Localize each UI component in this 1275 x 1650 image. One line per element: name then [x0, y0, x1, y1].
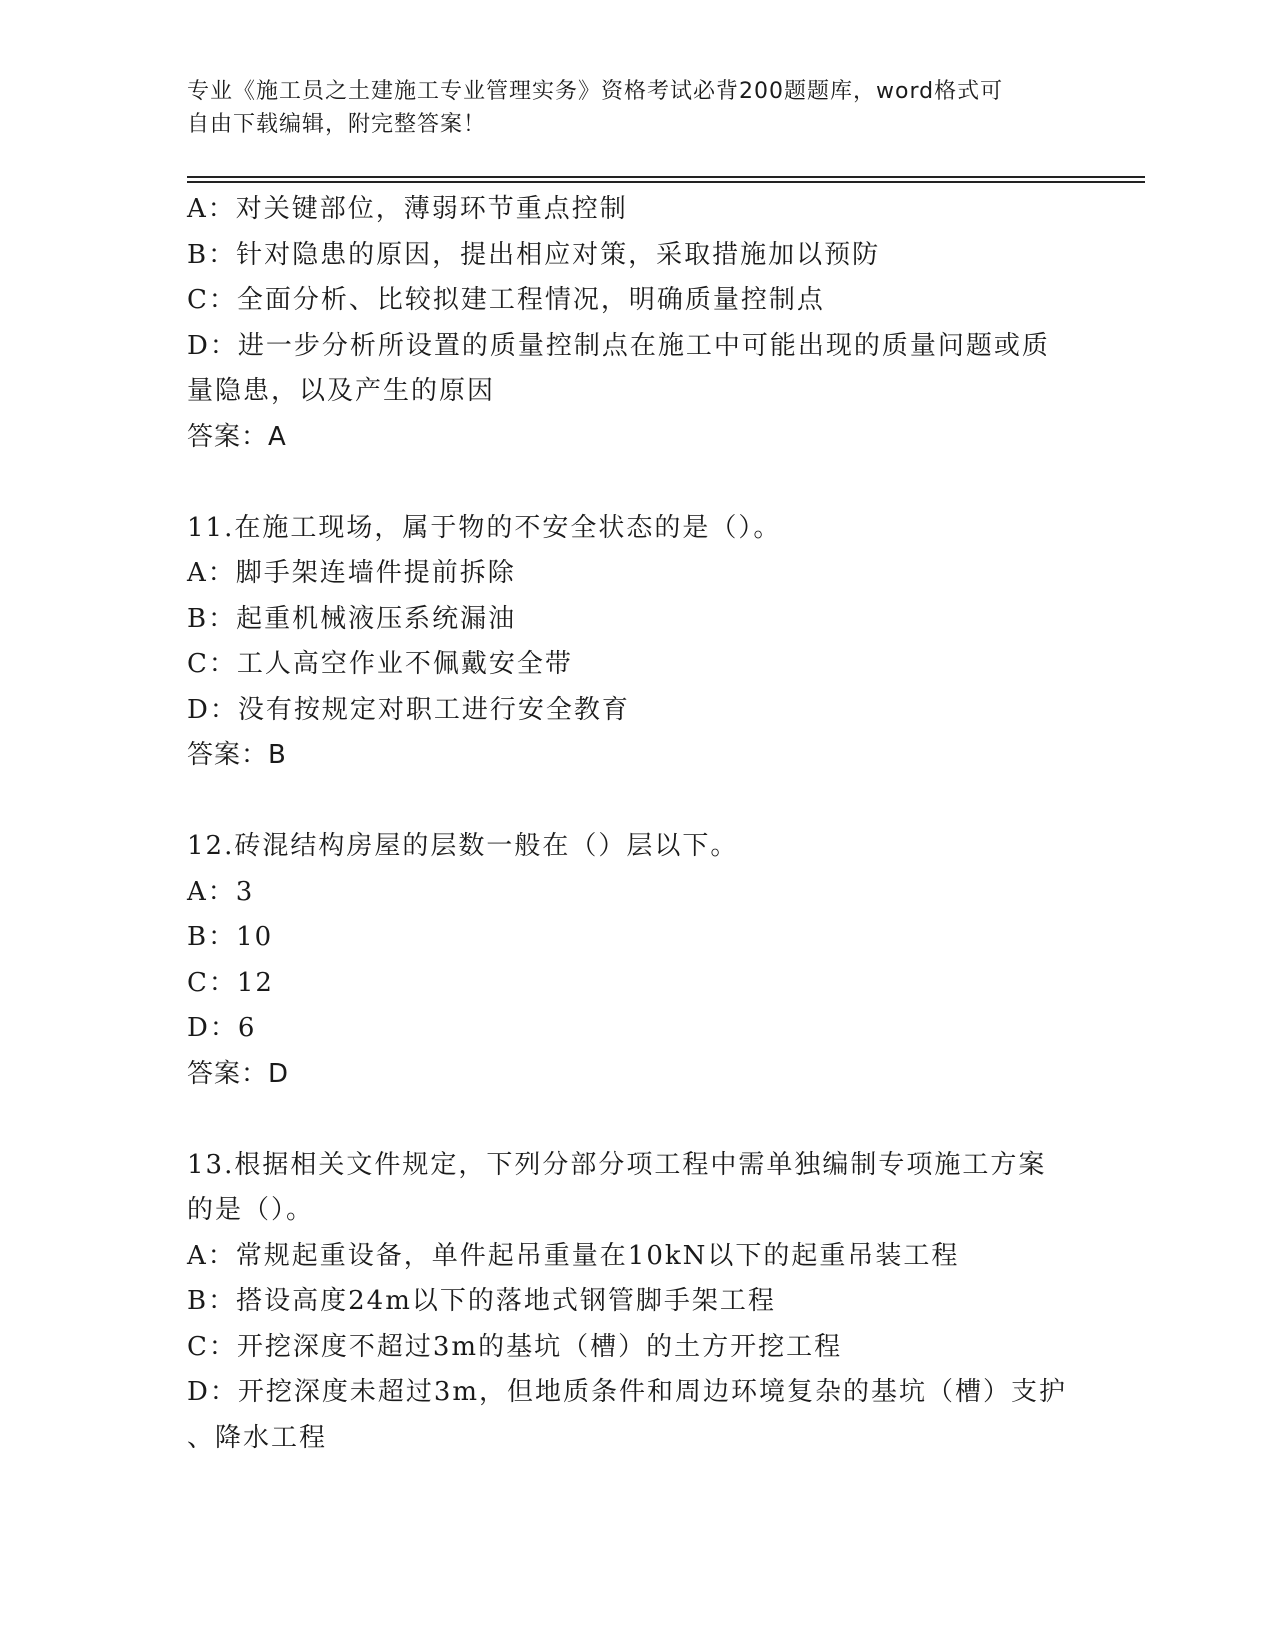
option-b: B：针对隐患的原因，提出相应对策，采取措施加以预防: [187, 239, 881, 270]
spacer: [187, 1097, 1087, 1143]
question-stem-line-2: 的是（）。: [187, 1195, 315, 1225]
spacer: [187, 779, 1087, 825]
header-rule-top: [187, 176, 1145, 178]
option-d: D：6: [187, 1013, 257, 1043]
header-title-line-1: 专业《施工员之土建施工专业管理实务》资格考试必背200题题库，word格式可: [187, 79, 1004, 104]
option-d-line-1: D：进一步分析所设置的质量控制点在施工中可能出现的质量问题或质: [187, 330, 1050, 361]
header-rule-bottom: [187, 181, 1145, 183]
spacer: [187, 460, 1087, 506]
option-d-line-2: 量隐患，以及产生的原因: [187, 376, 496, 406]
answer: 答案：B: [187, 740, 287, 770]
question-block-11: [187, 506, 1087, 779]
option-c: C：12: [187, 967, 274, 998]
question-stem: 11.在施工现场，属于物的不安全状态的是（）。: [187, 512, 782, 543]
question-stem-line-1: 13.根据相关文件规定，下列分部分项工程中需单独编制专项施工方案: [187, 1149, 1047, 1180]
answer: 答案：D: [187, 1058, 290, 1089]
option-b: B：10: [187, 922, 274, 952]
question-stem: 12.砖混结构房屋的层数一般在（）层以下。: [187, 831, 739, 861]
option-d-line-2: 、降水工程: [187, 1422, 328, 1453]
option-a: A：脚手架连墙件提前拆除: [187, 558, 516, 588]
option-d-line-1: D：开挖深度未超过3m，但地质条件和周边环境复杂的基坑（槽）支护: [187, 1377, 1068, 1407]
option-b: B：起重机械液压系统漏油: [187, 603, 517, 634]
option-a: A：对关键部位，薄弱环节重点控制: [187, 194, 628, 224]
option-a: A：常规起重设备，单件起吊重量在10kN以下的起重吊装工程: [187, 1240, 960, 1271]
option-c: C：工人高空作业不佩戴安全带: [187, 649, 573, 679]
question-block-13: [187, 1143, 1087, 1462]
question-block-prev: [187, 187, 1087, 460]
option-c: C：全面分析、比较拟建工程情况，明确质量控制点: [187, 285, 825, 315]
question-list: [187, 187, 1087, 1461]
option-c: C：开挖深度不超过3m的基坑（槽）的土方开挖工程: [187, 1331, 843, 1362]
answer: 答案：A: [187, 421, 287, 452]
header-title-line-2: 自由下载编辑，附完整答案！: [187, 112, 487, 137]
option-a: A：3: [187, 876, 255, 907]
option-b: B：搭设高度24m以下的落地式钢管脚手架工程: [187, 1286, 776, 1316]
question-block-12: [187, 824, 1087, 1097]
document-header: [187, 75, 1067, 141]
option-d: D：没有按规定对职工进行安全教育: [187, 694, 630, 725]
